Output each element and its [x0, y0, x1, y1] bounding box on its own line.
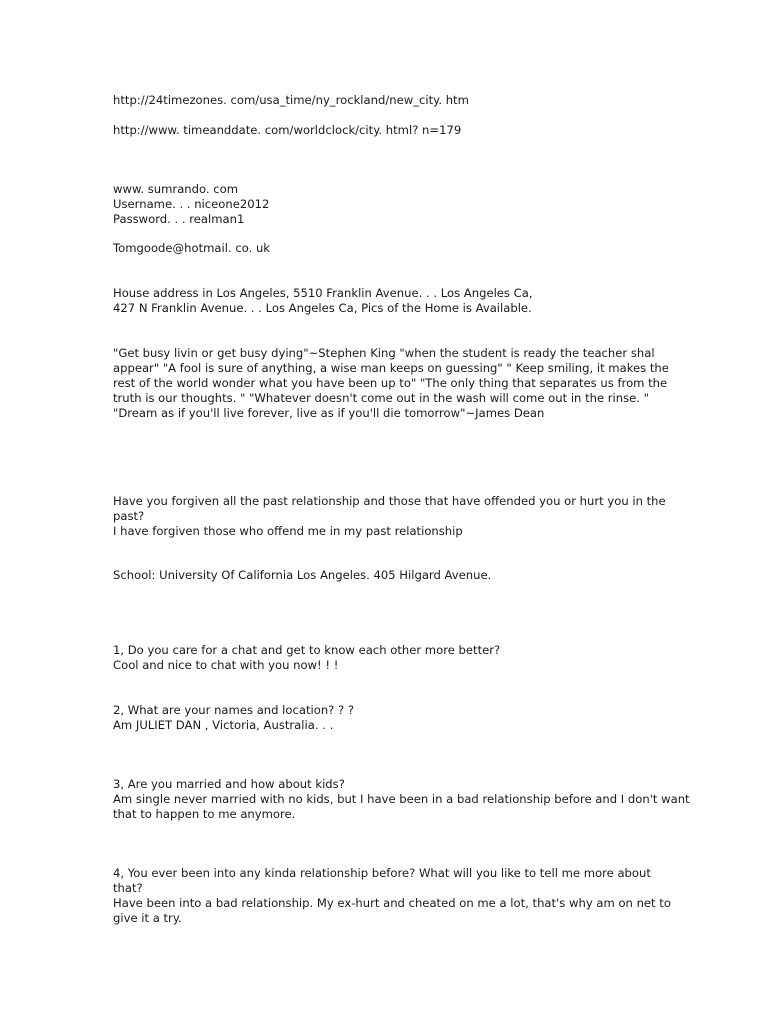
url-line: http://www. timeanddate. com/worldclock/city. html? n=179 — [113, 123, 462, 137]
answer-line: give it a try. — [113, 911, 182, 925]
answer-line: Cool and nice to chat with you now! ! ! — [113, 658, 339, 672]
answer-line: that to happen to me anymore. — [113, 807, 296, 821]
answer-line: Am single never married with no kids, but I have been in a bad relationship before and I don't want — [113, 792, 690, 806]
answer-line: Have been into a bad relationship. My ex-hurt and cheated on me a lot, that's why am on net to — [113, 896, 671, 910]
address-line: House address in Los Angeles, 5510 Franklin Avenue. . . Los Angeles Ca, — [113, 286, 533, 300]
url-line: http://24timezones. com/usa_time/ny_rockland/new_city. htm — [113, 93, 469, 107]
question-line: that? — [113, 881, 143, 895]
quote-line: "Dream as if you'll live forever, live as if you'll die tomorrow"~James Dean — [113, 406, 545, 420]
quote-line: appear" "A fool is sure of anything, a wise man keeps on guessing" " Keep smiling, it makes the — [113, 361, 669, 375]
question-line: 1, Do you care for a chat and get to know each other more better? — [113, 643, 501, 657]
address-line: 427 N Franklin Avenue. . . Los Angeles Ca, Pics of the Home is Available. — [113, 301, 532, 315]
email-line: Tomgoode@hotmail. co. uk — [113, 241, 271, 255]
forgiven-question-line: Have you forgiven all the past relationship and those that have offended you or hurt you in the — [113, 494, 666, 508]
forgiven-answer-line: I have forgiven those who offend me in my past relationship — [113, 524, 463, 538]
site-line: www. sumrando. com — [113, 182, 239, 196]
quote-line: rest of the world wonder what you have been up to" "The only thing that separates us from the — [113, 376, 668, 390]
question-line: 4, You ever been into any kinda relationship before? What will you like to tell me more about — [113, 866, 651, 880]
question-line: 3, Are you married and how about kids? — [113, 777, 345, 791]
school-line: School: University Of California Los Angeles. 405 Hilgard Avenue. — [113, 568, 492, 582]
quote-line: truth is our thoughts. " "Whatever doesn't come out in the wash will come out in the rinse. " — [113, 391, 650, 405]
quote-line: "Get busy livin or get busy dying"~Stephen King "when the student is ready the teacher shal — [113, 346, 655, 360]
username-line: Username. . . niceone2012 — [113, 197, 270, 211]
answer-line: Am JULIET DAN , Victoria, Australia. . . — [113, 718, 334, 732]
forgiven-question-line: past? — [113, 509, 145, 523]
question-line: 2, What are your names and location? ? ? — [113, 703, 355, 717]
password-line: Password. . . realman1 — [113, 212, 245, 226]
